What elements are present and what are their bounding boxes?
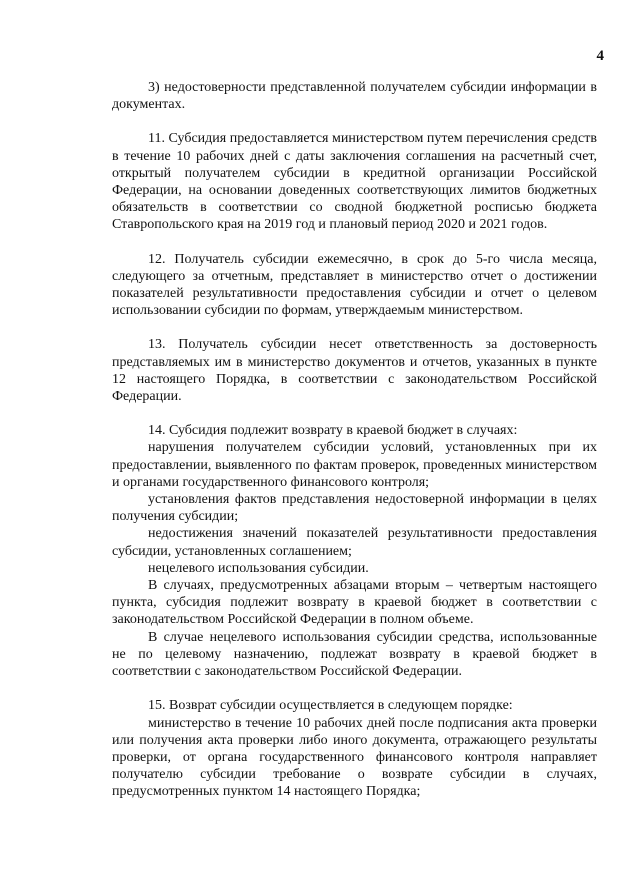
paragraph: министерство в течение 10 рабочих дней после подписания акта проверки или получения акта проверки либо иного документа, отражающего результаты проверки, от органа государственного финансового контроля направляет получателю субсидии требование о возврате субсидии в случаях, предусмотренных пунктом 14 настоящего Порядка; xyxy=(112,715,597,800)
paragraph: нарушения получателем субсидии условий, установленных при их предоставлении, выявленного по фактам проверок, проведенных министерством и органами государственного финансового контроля; xyxy=(112,440,597,490)
paragraph: В случае нецелевого использования субсидии средства, использованные не по целевому назначению, подлежат возврату в краевой бюджет в соответствии с законодательством Российской Федерации. xyxy=(112,629,597,680)
page-number: 4 xyxy=(596,48,604,64)
paragraph: недостижения значений показателей результативности предоставления субсидии, установленных соглашением; xyxy=(112,526,597,559)
paragraph: установления фактов представления недостоверной информации в целях получения субсидии; xyxy=(112,492,597,525)
paragraph: В случаях, предусмотренных абзацами вторым – четвертым настоящего пункта, субсидия подлежит возврату в краевой бюджет в соответствии с законодательством Российской Федерации в полном объеме. xyxy=(112,578,597,628)
paragraph: 3) недостоверности представленной получателем субсидии информации в документах. xyxy=(112,80,597,113)
paragraph: 12. Получатель субсидии ежемесячно, в срок до 5-го числа месяца, следующего за отчетным, представляет в министерство отчет о достижении показателей результативности предоставления субсидии и отчет о целевом использовании субсидии по формам, утверждаемым министерством. xyxy=(112,251,597,319)
paragraph: нецелевого использования субсидии. xyxy=(148,560,369,576)
document-body xyxy=(112,79,597,801)
paragraph: 13. Получатель субсидии несет ответственность за достоверность представляемых им в министерство документов и отчетов, указанных в пункте 12 настоящего Порядка, в соответствии с законодательством Российской Федерации. xyxy=(112,337,597,405)
paragraph: 15. Возврат субсидии осуществляется в следующем порядке: xyxy=(148,698,513,714)
paragraph: 11. Субсидия предоставляется министерством путем перечисления средств в течение 10 рабочих дней с даты заключения соглашения на расчетный счет, открытый получателем субсидии в кредитной организации Российской Федерации, на основании доведенных соответствующих лимитов бюджетных обязательств в соответствии со сводной бюджетной росписью бюджета Ставропольского края на 2019 год и плановый период 2020 и 2021 годов. xyxy=(112,131,597,233)
paragraph: 14. Субсидия подлежит возврату в краевой бюджет в случаях: xyxy=(148,423,518,439)
